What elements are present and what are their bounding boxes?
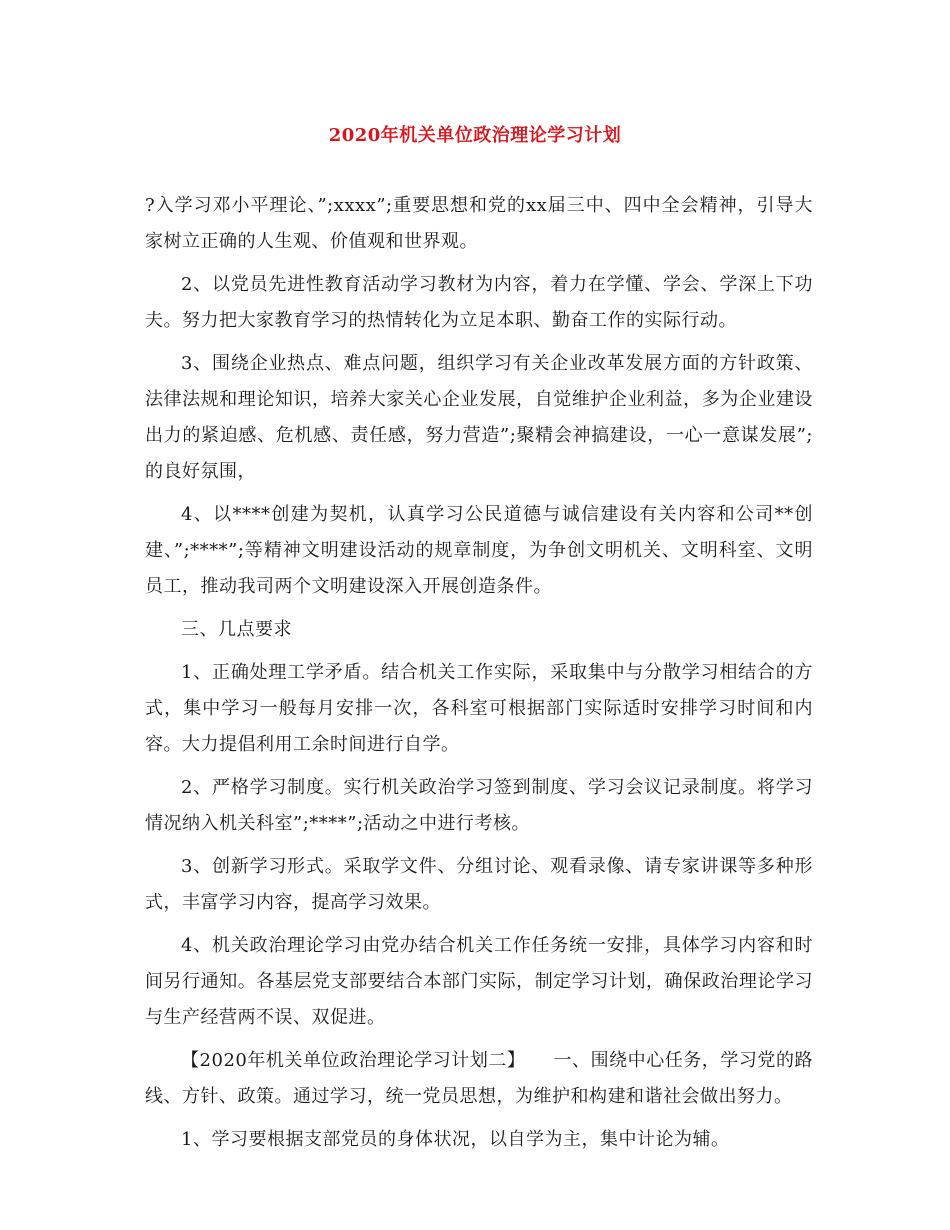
paragraph-item-4: 4、以****创建为契机，认真学习公民道德与诚信建设有关内容和公司**创建、”;****”;等精神文明建设活动的规章制度，为争创文明机关、文明科室、文明员工，推动我司两个文明建设深入开展创造条件。 xyxy=(145,504,813,597)
paragraph-continued-intro: ?入学习邓小平理论、”;xxxx”;重要思想和党的xx届三中、四中全会精神，引导大家树立正确的人生观、价值观和世界观。 xyxy=(145,195,813,252)
paragraph-plan-two-item-1: 1、学习要根据支部党员的身体状况，以自学为主，集中计论为辅。 xyxy=(181,1129,730,1150)
paragraph-item-2: 2、以党员先进性教育活动学习教材为内容，着力在学懂、学会、学深上下功夫。努力把大家教育学习的热情转化为立足本职、勤奋工作的实际行动。 xyxy=(145,274,813,331)
document-title: 2020年机关单位政治理论学习计划 xyxy=(328,125,622,146)
paragraph-requirement-4: 4、机关政治理论学习由党办结合机关工作任务统一安排，具体学习内容和时间另行通知。各基层党支部要结合本部门实际，制定学习计划，确保政治理论学习与生产经营两不误、双促进。 xyxy=(145,935,813,1028)
paragraph-requirement-3: 3、创新学习形式。采取学文件、分组讨论、观看录像、请专家讲课等多种形式，丰富学习内容，提高学习效果。 xyxy=(145,856,813,913)
paragraph-item-3: 3、围绕企业热点、难点问题，组织学习有关企业改革发展方面的方针政策、法律法规和理论知识，培养大家关心企业发展，自觉维护企业利益，多为企业建设出力的紧迫感、危机感、责任感，努力营造”;聚精会神搞建设，一心一意谋发展”;的良好氛围， xyxy=(145,353,813,482)
section-heading-requirements: 三、几点要求 xyxy=(181,619,292,640)
document-body xyxy=(145,188,813,1165)
paragraph-requirement-2: 2、严格学习制度。实行机关政治学习签到制度、学习会议记录制度。将学习情况纳入机关科室”;****”;活动之中进行考核。 xyxy=(145,777,813,834)
paragraph-plan-two-intro: 【2020年机关单位政治理论学习计划二】 一、围绕中心任务，学习党的路线、方针、政策。通过学习，统一党员思想，为维护和构建和谐社会做出努力。 xyxy=(145,1050,813,1107)
paragraph-requirement-1: 1、正确处理工学矛盾。结合机关工作实际，采取集中与分散学习相结合的方式，集中学习一般每月安排一次，各科室可根据部门实际适时安排学习时间和内容。大力提倡利用工余时间进行自学。 xyxy=(145,662,813,755)
